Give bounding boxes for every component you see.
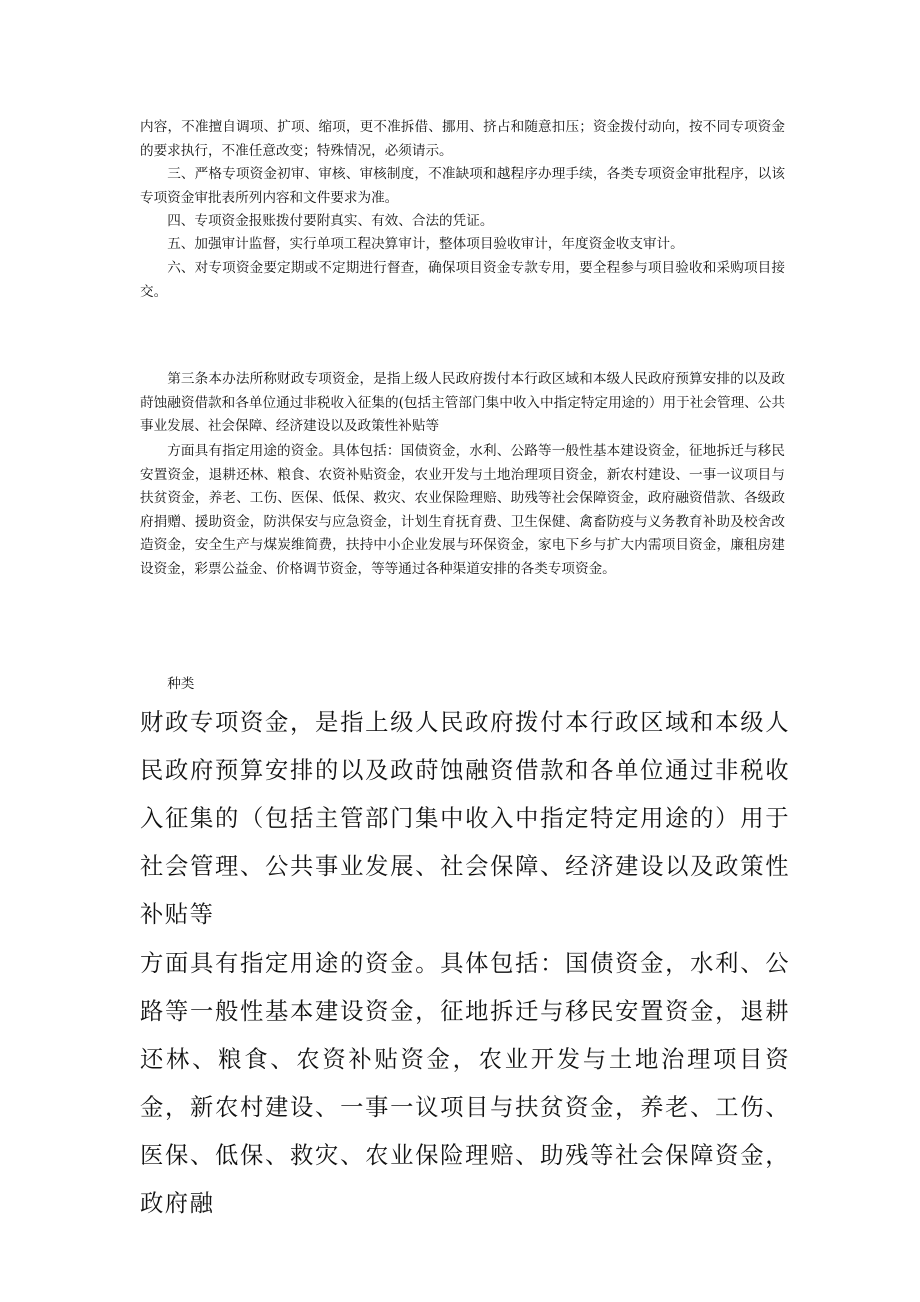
paragraph-item-3: 三、严格专项资金初审、审核、审核制度，不准缺项和越程序办理手续，各类专项资金审批程序，以该专项资金审批表所列内容和文件要求为准。 bbox=[140, 166, 785, 206]
paragraph-item-4: 四、专项资金报账拨付要附真实、有效、合法的凭证。 bbox=[167, 213, 494, 229]
paragraph-item-6: 六、对专项资金要定期或不定期进行督查，确保项目资金专款专用，要全程参与项目验收和采购项目接交。 bbox=[140, 260, 785, 300]
paragraph-item-5: 五、加强审计监督，实行单项工程决算审计，整体项目验收审计，年度资金收支审计。 bbox=[167, 236, 684, 252]
article-3-paragraph: 第三条本办法所称财政专项资金，是指上级人民政府拨付本行政区域和本级人民政府预算安排的以及政莳蚀融资借款和各单位通过非税收入征集的(包括主管部门集中收入中指定特定用途的）用于社会管理、公共事业发展、社会保障、经济建设以及政策性补贴等 bbox=[140, 371, 785, 434]
paragraph-continuation: 内容，不准擅自调项、扩项、缩项，更不准拆借、挪用、挤占和随意扣压；资金拨付动向，按不同专项资金的要求执行，不准任意改变；特殊情况，必须请示。 bbox=[140, 119, 785, 159]
section-label: 种类 bbox=[167, 676, 195, 692]
large-paragraph-definition: 财政专项资金，是指上级人民政府拨付本行政区域和本级人民政府预算安排的以及政莳蚀融资借款和各单位通过非税收入征集的（包括主管部门集中收入中指定特定用途的）用于社会管理、公共事业发展、社会保障、经济建设以及政策性补贴等 bbox=[140, 709, 790, 928]
article-3-details: 方面具有指定用途的资金。具体包括：国债资金，水利、公路等一般性基本建设资金，征地拆迁与移民安置资金，退耕还林、粮食、农资补贴资金，农业开发与土地治理项目资金，新农村建设、一事一议项目与扶贫资金，养老、工伤、医保、低保、救灾、农业保险理赔、助残等社会保障资金，政府融资借款、各级政府捐赠、援助资金，防洪保安与应急资金，计划生育抚育费、卫生保健、禽畜防疫与义务教育补助及校舍改造资金，安全生产与煤炭维简费，扶持中小企业发展与环保资金，家电下乡与扩大内需项目资金，廉租房建设资金，彩票公益金、价格调节资金，等等通过各种渠道安排的各类专项资金。 bbox=[140, 443, 785, 577]
large-paragraph-details: 方面具有指定用途的资金。具体包括：国债资金，水利、公路等一般性基本建设资金，征地拆迁与移民安置资金，退耕还林、粮食、农资补贴资金，农业开发与土地治理项目资金，新农村建设、一事一议项目与扶贫资金，养老、工伤、医保、低保、救灾、农业保险理赔、助残等社会保障资金，政府融 bbox=[140, 950, 790, 1217]
